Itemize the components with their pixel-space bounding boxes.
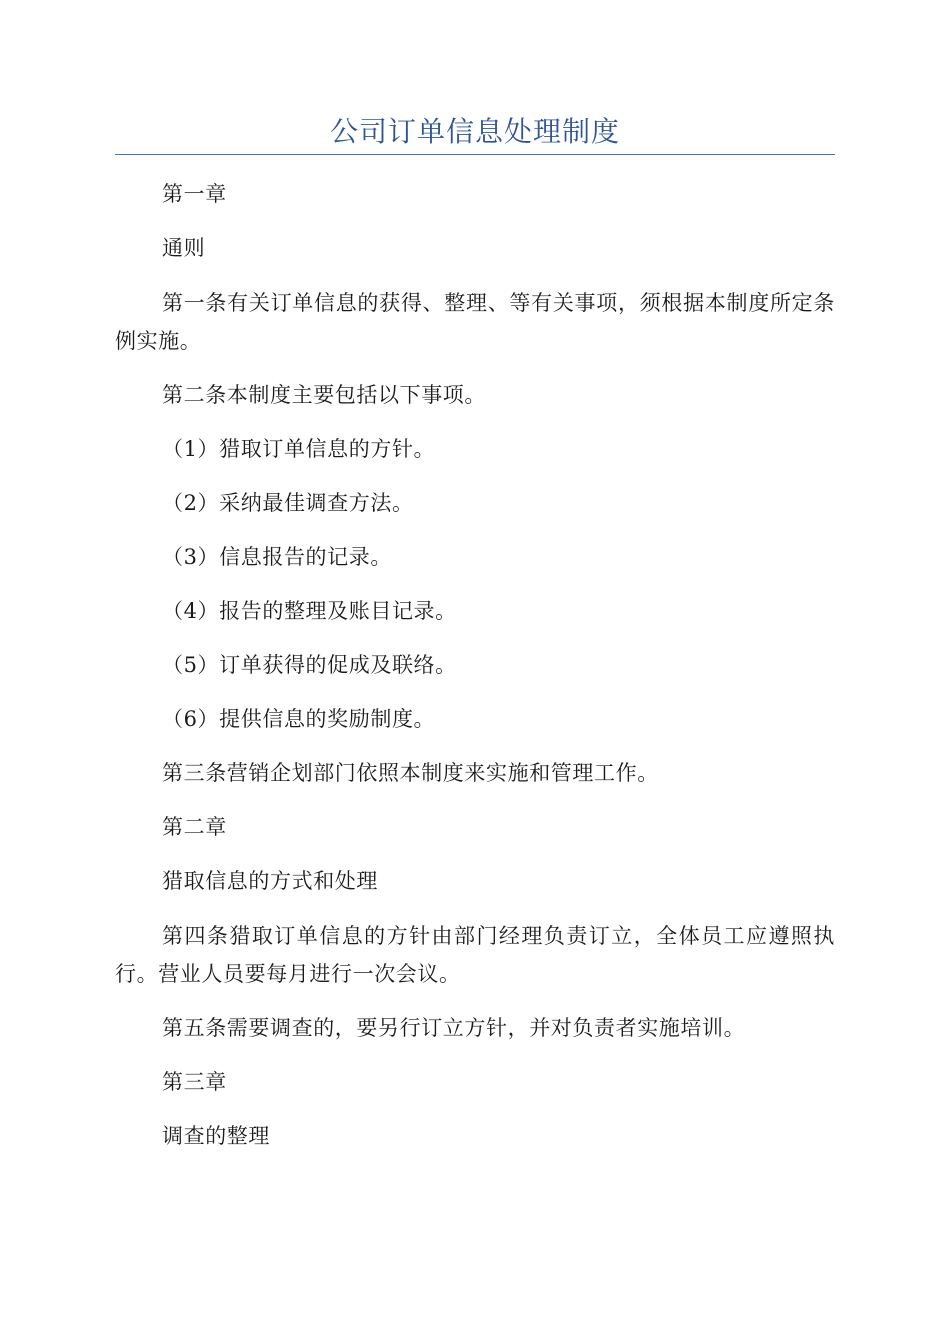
chapter-subtitle-3: 调查的整理 xyxy=(162,1124,270,1148)
chapter-heading-3: 第三章 xyxy=(162,1070,227,1094)
article-3: 第三条营销企划部门依照本制度来实施和管理工作。 xyxy=(162,761,659,785)
chapter-heading-1: 第一章 xyxy=(162,182,227,206)
article-1: 第一条有关订单信息的获得、整理、等有关事项，须根据本制度所定条例实施。 xyxy=(115,291,835,353)
list-item-5: （5）订单获得的促成及联络。 xyxy=(162,653,457,677)
article-2: 第二条本制度主要包括以下事项。 xyxy=(162,383,486,407)
chapter-subtitle-1: 通则 xyxy=(162,236,206,260)
article-5: 第五条需要调查的，要另行订立方针，并对负责者实施培训。 xyxy=(162,1016,746,1040)
list-item-2: （2）采纳最佳调查方法。 xyxy=(162,491,414,515)
article-4: 第四条猎取订单信息的方针由部门经理负责订立，全体员工应遵照执行。营业人员要每月进行一次会议。 xyxy=(115,924,835,986)
list-item-6: （6）提供信息的奖励制度。 xyxy=(162,707,436,731)
list-item-3: （3）信息报告的记录。 xyxy=(162,545,392,569)
list-item-4: （4）报告的整理及账目记录。 xyxy=(162,599,457,623)
title-underline xyxy=(115,154,835,155)
list-item-1: （1）猎取订单信息的方针。 xyxy=(162,437,436,461)
chapter-subtitle-2: 猎取信息的方式和处理 xyxy=(162,869,378,893)
chapter-heading-2: 第二章 xyxy=(162,815,227,839)
page-title: 公司订单信息处理制度 xyxy=(329,115,620,148)
